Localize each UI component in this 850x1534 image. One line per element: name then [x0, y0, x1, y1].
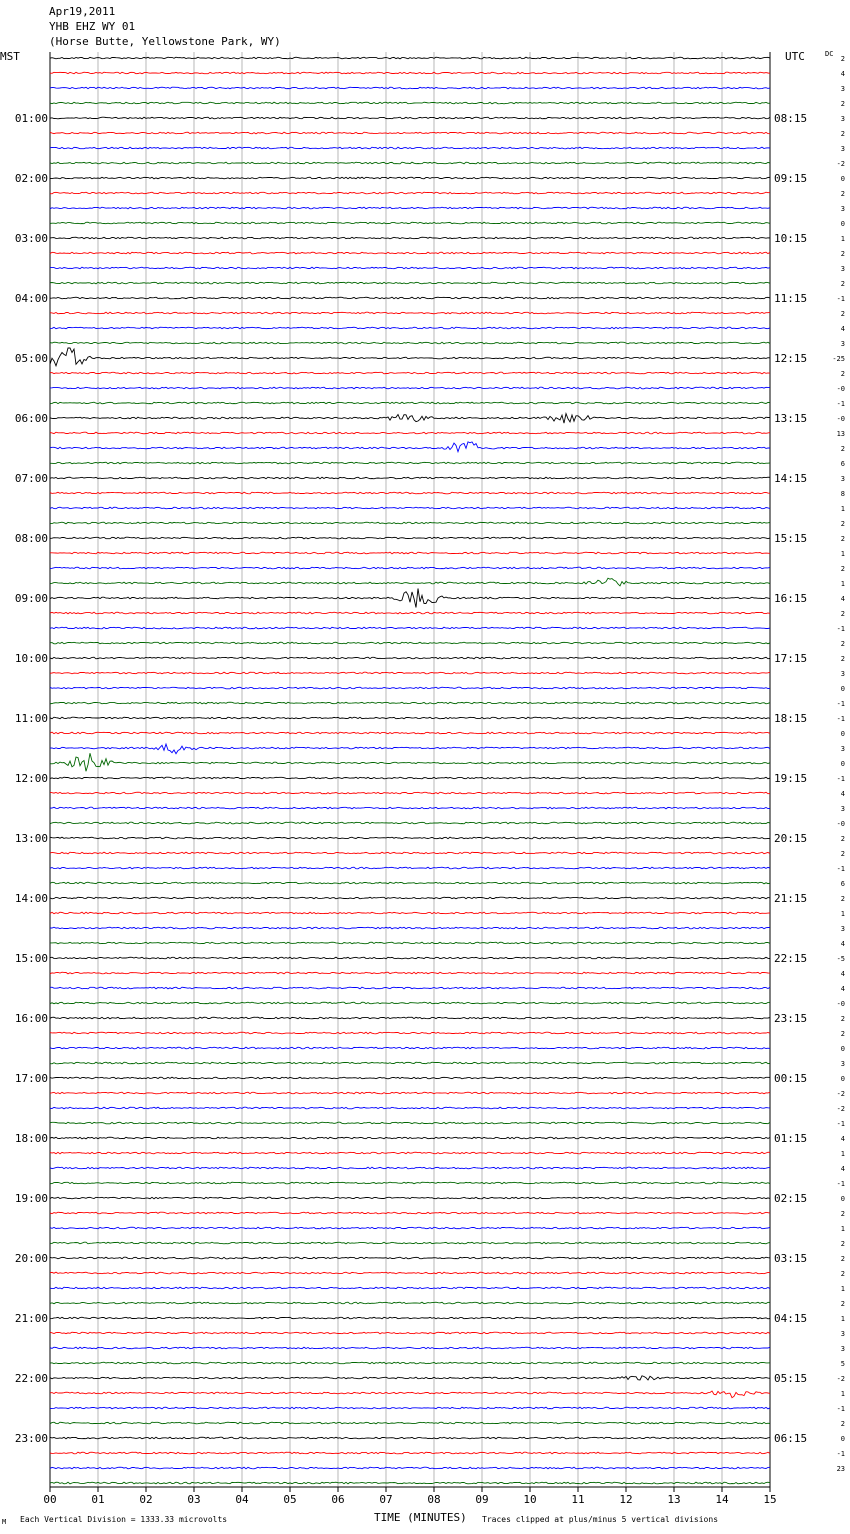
trace-row	[50, 852, 770, 854]
dc-offset-value: -2	[836, 1090, 845, 1098]
dc-offset-value: 4	[840, 70, 845, 78]
trace-row	[50, 1047, 770, 1049]
dc-offset-value: 3	[840, 745, 845, 753]
trace-row	[50, 642, 770, 644]
corner-mark: M	[2, 1518, 7, 1526]
trace-row	[50, 1167, 770, 1169]
dc-offset-value: 3	[840, 265, 845, 273]
utc-hour-label: 01:15	[774, 1132, 808, 1145]
trace-row	[50, 942, 770, 944]
dc-offset-value: 1	[840, 1225, 845, 1233]
trace-row	[50, 792, 770, 794]
mst-hour-label: 18:00	[14, 1132, 48, 1145]
dc-offset-value: -0	[836, 385, 845, 393]
mst-hour-label: 14:00	[14, 892, 48, 905]
dc-offset-value: 4	[840, 985, 845, 993]
utc-hour-label: 06:15	[774, 1432, 808, 1445]
utc-hour-label: 17:15	[774, 652, 808, 665]
trace-row	[50, 1242, 770, 1244]
utc-hour-label: 04:15	[774, 1312, 808, 1325]
trace-row	[50, 1197, 770, 1199]
x-tick-label: 11	[571, 1493, 585, 1506]
dc-offset-value: 0	[840, 1045, 845, 1053]
dc-offset-value: 2	[840, 835, 845, 843]
dc-offset-value: -0	[836, 1000, 845, 1008]
trace-row	[50, 372, 770, 374]
trace-row	[50, 927, 770, 929]
utc-hour-label: 18:15	[774, 712, 808, 725]
trace-row	[50, 348, 770, 366]
dc-offset-value: -1	[836, 865, 845, 873]
x-tick-label: 03	[187, 1493, 201, 1506]
trace-row	[50, 102, 770, 104]
utc-hour-label: 09:15	[774, 172, 808, 185]
dc-offset-value: 1	[840, 1150, 845, 1158]
utc-hour-label: 05:15	[774, 1372, 808, 1385]
trace-row	[50, 442, 770, 452]
dc-offset-value: -5	[836, 955, 845, 963]
dc-offset-value: -1	[836, 1450, 845, 1458]
dc-offset-value: 3	[840, 1060, 845, 1068]
mst-hour-label: 01:00	[14, 112, 48, 125]
utc-hour-label: 23:15	[774, 1012, 808, 1025]
station-location: (Horse Butte, Yellowstone Park, WY)	[49, 35, 281, 48]
trace-row	[50, 132, 770, 134]
dc-offset-value: 3	[840, 205, 845, 213]
trace-row	[50, 297, 770, 299]
dc-offset-value: 0	[840, 685, 845, 693]
x-tick-label: 07	[379, 1493, 393, 1506]
dc-offset-value: 4	[840, 1135, 845, 1143]
dc-offset-value: 1	[840, 550, 845, 558]
trace-row	[50, 1391, 770, 1398]
trace-row	[50, 882, 770, 884]
dc-label: DC	[825, 50, 834, 58]
trace-row	[50, 1287, 770, 1289]
dc-offset-value: -1	[836, 295, 845, 303]
mst-hour-label: 12:00	[14, 772, 48, 785]
dc-offset-value: 2	[840, 610, 845, 618]
trace-row	[50, 1182, 770, 1184]
trace-row	[50, 312, 770, 314]
trace-row	[50, 1272, 770, 1274]
trace-row	[50, 1227, 770, 1229]
trace-row	[50, 1062, 770, 1064]
station-id: YHB EHZ WY 01	[49, 20, 136, 33]
dc-offset-value: 2	[840, 1240, 845, 1248]
dc-offset-value: 4	[840, 940, 845, 948]
trace-row	[50, 402, 770, 404]
utc-hour-label: 11:15	[774, 292, 808, 305]
trace-row	[50, 1482, 770, 1484]
trace-row	[50, 1122, 770, 1124]
dc-offset-value: 2	[840, 445, 845, 453]
utc-hour-label: 22:15	[774, 952, 808, 965]
mst-hour-label: 09:00	[14, 592, 48, 605]
record-date: Apr19,2011	[49, 5, 116, 18]
trace-row	[50, 552, 770, 554]
utc-hour-label: 19:15	[774, 772, 808, 785]
dc-offset-value: 2	[840, 640, 845, 648]
dc-offset-value: 2	[840, 850, 845, 858]
dc-offset-value: 0	[840, 730, 845, 738]
dc-offset-value: 13	[836, 430, 845, 438]
dc-offset-value: -2	[836, 1105, 845, 1113]
dc-offset-value: 3	[840, 115, 845, 123]
dc-offset-value: 2	[840, 250, 845, 258]
dc-offset-value: 4	[840, 325, 845, 333]
dc-offset-value: 3	[840, 145, 845, 153]
mst-hour-label: 22:00	[14, 1372, 48, 1385]
trace-row	[50, 672, 770, 674]
dc-offset-value: 5	[840, 1360, 845, 1368]
trace-row	[50, 627, 770, 629]
utc-hour-label: 10:15	[774, 232, 808, 245]
dc-offset-value: 4	[840, 1165, 845, 1173]
dc-offset-value: 0	[840, 1075, 845, 1083]
trace-row	[50, 1017, 770, 1019]
dc-offset-value: 2	[840, 1420, 845, 1428]
utc-hour-label: 08:15	[774, 112, 808, 125]
trace-row	[50, 612, 770, 614]
dc-offset-value: 0	[840, 175, 845, 183]
trace-row	[50, 222, 770, 224]
trace-row	[50, 807, 770, 809]
utc-hour-label: 16:15	[774, 592, 808, 605]
dc-offset-value: 2	[840, 1015, 845, 1023]
dc-offset-value: 1	[840, 910, 845, 918]
clip-note: Traces clipped at plus/minus 5 vertical divisions	[482, 1515, 719, 1524]
mst-hour-label: 08:00	[14, 532, 48, 545]
dc-offset-value: 2	[840, 190, 845, 198]
dc-offset-value: 6	[840, 460, 845, 468]
dc-offset-value: 0	[840, 1195, 845, 1203]
trace-row	[50, 267, 770, 269]
mst-hour-label: 05:00	[14, 352, 48, 365]
x-tick-label: 10	[523, 1493, 537, 1506]
dc-offset-value: 2	[840, 565, 845, 573]
utc-hour-label: 12:15	[774, 352, 808, 365]
trace-row	[50, 237, 770, 239]
dc-offset-value: -25	[832, 355, 845, 363]
dc-offset-value: 0	[840, 760, 845, 768]
dc-offset-value: 6	[840, 880, 845, 888]
dc-offset-value: 2	[840, 535, 845, 543]
x-tick-label: 15	[763, 1493, 777, 1506]
dc-offset-value: 2	[840, 1255, 845, 1263]
dc-offset-value: 1	[840, 1315, 845, 1323]
utc-hour-label: 13:15	[774, 412, 808, 425]
trace-row	[50, 252, 770, 254]
trace-row	[50, 987, 770, 989]
dc-offset-value: 4	[840, 970, 845, 978]
dc-offset-value: 3	[840, 925, 845, 933]
dc-offset-value: -1	[836, 1405, 845, 1413]
x-tick-label: 01	[91, 1493, 105, 1506]
dc-offset-value: -1	[836, 715, 845, 723]
trace-row	[50, 657, 770, 659]
dc-offset-value: 1	[840, 1285, 845, 1293]
dc-offset-value: -1	[836, 625, 845, 633]
trace-row	[50, 414, 770, 424]
trace-row	[50, 192, 770, 194]
trace-row	[50, 567, 770, 569]
x-tick-label: 04	[235, 1493, 249, 1506]
trace-row	[50, 897, 770, 899]
x-tick-label: 12	[619, 1493, 633, 1506]
x-tick-label: 05	[283, 1493, 297, 1506]
trace-row	[50, 1032, 770, 1034]
trace-row	[50, 57, 770, 59]
trace-row	[50, 578, 770, 586]
scale-note: Each Vertical Division = 1333.33 microvolts	[20, 1515, 228, 1524]
trace-row	[50, 589, 770, 608]
trace-row	[50, 162, 770, 164]
utc-hour-label: 15:15	[774, 532, 808, 545]
trace-row	[50, 1347, 770, 1349]
mst-hour-label: 11:00	[14, 712, 48, 725]
trace-row	[50, 1407, 770, 1409]
mst-hour-label: 21:00	[14, 1312, 48, 1325]
trace-row	[50, 1152, 770, 1154]
trace-row	[50, 702, 770, 704]
trace-row	[50, 957, 770, 959]
trace-row	[50, 1362, 770, 1364]
trace-row	[50, 837, 770, 839]
dc-offset-value: 23	[836, 1465, 845, 1473]
trace-row	[50, 387, 770, 389]
trace-row	[50, 432, 770, 434]
trace-row	[50, 1437, 770, 1439]
dc-offset-value: 2	[840, 130, 845, 138]
dc-offset-value: -1	[836, 775, 845, 783]
utc-hour-label: 14:15	[774, 472, 808, 485]
x-tick-label: 02	[139, 1493, 153, 1506]
dc-offset-value: -1	[836, 1180, 845, 1188]
mst-hour-label: 02:00	[14, 172, 48, 185]
trace-row	[50, 972, 770, 974]
trace-row	[50, 87, 770, 89]
mst-hour-label: 06:00	[14, 412, 48, 425]
trace-row	[50, 867, 770, 869]
x-tick-label: 00	[43, 1493, 57, 1506]
trace-row	[50, 1452, 770, 1454]
trace-row	[50, 717, 770, 719]
trace-row	[50, 537, 770, 539]
trace-row	[50, 282, 770, 284]
trace-row	[50, 1332, 770, 1334]
trace-row	[50, 1002, 770, 1004]
dc-offset-value: -0	[836, 820, 845, 828]
mst-hour-label: 03:00	[14, 232, 48, 245]
dc-offset-value: -2	[836, 1375, 845, 1383]
trace-row	[50, 1257, 770, 1259]
mst-hour-label: 17:00	[14, 1072, 48, 1085]
mst-hour-label: 23:00	[14, 1432, 48, 1445]
trace-row	[50, 1212, 770, 1214]
trace-row	[50, 522, 770, 524]
mst-hour-label: 13:00	[14, 832, 48, 845]
trace-row	[50, 477, 770, 479]
dc-offset-value: 3	[840, 670, 845, 678]
mst-hour-label: 10:00	[14, 652, 48, 665]
dc-offset-value: 3	[840, 85, 845, 93]
trace-row	[50, 72, 770, 74]
dc-offset-value: 2	[840, 1210, 845, 1218]
trace-row	[50, 1317, 770, 1319]
dc-offset-value: 0	[840, 220, 845, 228]
dc-offset-value: 2	[840, 370, 845, 378]
dc-offset-value: 2	[840, 1300, 845, 1308]
dc-offset-value: 2	[840, 1030, 845, 1038]
trace-row	[50, 912, 770, 914]
utc-axis-label: UTC	[785, 50, 805, 63]
dc-offset-value: 2	[840, 520, 845, 528]
trace-row	[50, 1092, 770, 1094]
trace-row	[50, 1422, 770, 1424]
utc-hour-label: 20:15	[774, 832, 808, 845]
x-tick-label: 06	[331, 1493, 345, 1506]
trace-row	[50, 462, 770, 464]
utc-hour-label: 02:15	[774, 1192, 808, 1205]
dc-offset-value: 1	[840, 1390, 845, 1398]
trace-row	[50, 1302, 770, 1304]
dc-offset-value: 0	[840, 1435, 845, 1443]
dc-offset-value: 3	[840, 475, 845, 483]
trace-row	[50, 507, 770, 509]
mst-axis-label: MST	[0, 50, 20, 63]
dc-offset-value: 8	[840, 490, 845, 498]
dc-offset-value: 2	[840, 100, 845, 108]
dc-offset-value: 2	[840, 310, 845, 318]
dc-offset-value: 2	[840, 1270, 845, 1278]
trace-row	[50, 1137, 770, 1139]
dc-offset-value: 4	[840, 595, 845, 603]
trace-row	[50, 1107, 770, 1109]
utc-hour-label: 21:15	[774, 892, 808, 905]
utc-hour-label: 03:15	[774, 1252, 808, 1265]
utc-hour-label: 00:15	[774, 1072, 808, 1085]
dc-offset-value: -1	[836, 400, 845, 408]
trace-row	[50, 687, 770, 689]
mst-hour-label: 07:00	[14, 472, 48, 485]
trace-row	[50, 327, 770, 329]
dc-offset-value: 4	[840, 790, 845, 798]
dc-offset-value: -0	[836, 415, 845, 423]
trace-row	[50, 207, 770, 209]
trace-row	[50, 732, 770, 734]
trace-row	[50, 342, 770, 344]
x-axis-title: TIME (MINUTES)	[374, 1511, 467, 1524]
trace-row	[50, 147, 770, 149]
trace-row	[50, 177, 770, 179]
dc-offset-value: 1	[840, 580, 845, 588]
dc-offset-value: 1	[840, 505, 845, 513]
dc-offset-value: -2	[836, 160, 845, 168]
dc-offset-value: 3	[840, 805, 845, 813]
mst-hour-label: 16:00	[14, 1012, 48, 1025]
trace-row	[50, 753, 770, 771]
dc-offset-value: 2	[840, 895, 845, 903]
trace-row	[50, 1467, 770, 1469]
dc-offset-value: -1	[836, 1120, 845, 1128]
mst-hour-label: 15:00	[14, 952, 48, 965]
x-tick-label: 14	[715, 1493, 729, 1506]
trace-row	[50, 492, 770, 494]
dc-offset-value: 3	[840, 1330, 845, 1338]
mst-hour-label: 19:00	[14, 1192, 48, 1205]
trace-row	[50, 1376, 770, 1380]
trace-row	[50, 117, 770, 119]
trace-row	[50, 822, 770, 824]
dc-offset-value: 2	[840, 280, 845, 288]
dc-offset-value: 2	[840, 655, 845, 663]
mst-hour-label: 20:00	[14, 1252, 48, 1265]
dc-offset-value: 3	[840, 340, 845, 348]
x-tick-label: 09	[475, 1493, 489, 1506]
trace-row	[50, 744, 770, 754]
mst-hour-label: 04:00	[14, 292, 48, 305]
dc-offset-value: 3	[840, 1345, 845, 1353]
dc-offset-value: 2	[840, 55, 845, 63]
dc-offset-value: 1	[840, 235, 845, 243]
x-tick-label: 08	[427, 1493, 441, 1506]
x-tick-label: 13	[667, 1493, 681, 1506]
trace-row	[50, 1077, 770, 1079]
trace-row	[50, 777, 770, 779]
dc-offset-value: -1	[836, 700, 845, 708]
